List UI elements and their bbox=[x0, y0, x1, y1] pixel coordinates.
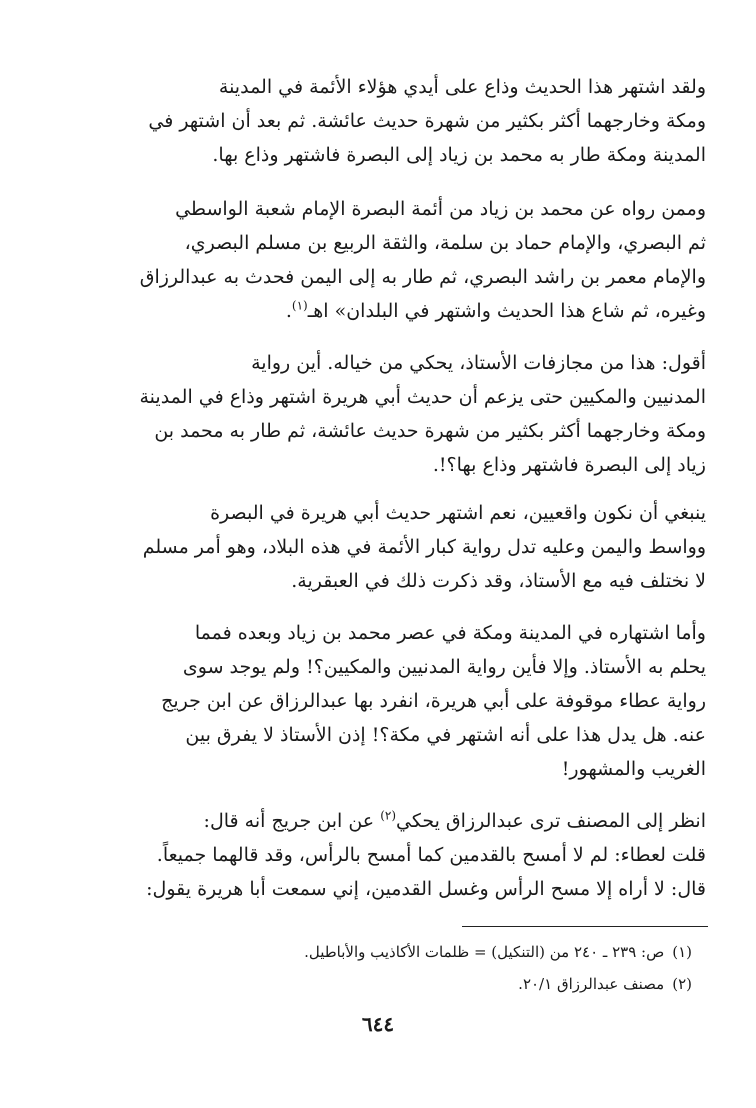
text-line: والإمام معمر بن راشد البصري، ثم طار به إلى اليمن فحدث به عبدالرزاق bbox=[139, 266, 706, 288]
paragraph-3 bbox=[82, 346, 706, 482]
text-line: ومكة وخارجهما أكثر بكثير من شهرة حديث عائشة. ثم بعد أن اشتهر في bbox=[148, 110, 706, 132]
footnote-text: ص: ٢٣٩ ـ ٢٤٠ من (التنكيل) = ظلمات الأكاذيب والأباطيل. bbox=[304, 943, 665, 961]
text-line: قلت لعطاء: لم لا أمسح بالقدمين كما أمسح بالرأس، وقد قالهما جميعاً. bbox=[156, 844, 706, 866]
footnote-separator bbox=[462, 926, 708, 927]
text-line: وممن رواه عن محمد بن زياد من أئمة البصرة الإمام شعبة الواسطي bbox=[175, 198, 706, 220]
text-line: ولقد اشتهر هذا الحديث وذاع على أيدي هؤلاء الأئمة في المدينة bbox=[218, 76, 706, 98]
footnote bbox=[82, 936, 692, 968]
text-line: الغريب والمشهور! bbox=[561, 758, 706, 780]
paragraph-4 bbox=[82, 496, 706, 598]
footnote-number: (١) bbox=[672, 943, 692, 961]
text-line: أقول: هذا من مجازفات الأستاذ، يحكي من خياله. أين رواية bbox=[251, 352, 706, 374]
footnote-text: مصنف عبدالرزاق ٢٠/١. bbox=[518, 975, 665, 993]
text-line: ثم البصري، والإمام حماد بن سلمة، والثقة الربيع بن مسلم البصري، bbox=[184, 232, 706, 254]
text-line: رواية عطاء موقوفة على أبي هريرة، انفرد بها عبدالرزاق عن ابن جريج bbox=[161, 690, 706, 712]
paragraph-1 bbox=[82, 70, 706, 172]
text-line: لا نختلف فيه مع الأستاذ، وقد ذكرت ذلك في العبقرية. bbox=[291, 570, 706, 592]
text-line: ومكة وخارجهما أكثر بكثير من شهرة حديث عائشة، ثم طار به محمد بن bbox=[154, 420, 706, 442]
footnote-number: (٢) bbox=[672, 975, 692, 993]
text-line: عن ابن جريج أنه قال: bbox=[203, 810, 381, 832]
text-line: وواسط واليمن وعليه تدل رواية كبار الأئمة في هذه البلاد، وهو أمر مسلم bbox=[142, 536, 706, 558]
page-number: ٦٤٤ bbox=[361, 1012, 395, 1036]
text-line: المدنيين والمكيين حتى يزعم أن حديث أبي هريرة اشتهر وذاع في المدينة bbox=[139, 386, 706, 408]
text-line: زياد إلى البصرة فاشتهر وذاع بها؟!. bbox=[432, 454, 706, 476]
text-line: انظر إلى المصنف ترى عبدالرزاق يحكي bbox=[396, 810, 706, 832]
text-line: وغيره، ثم شاع هذا الحديث واشتهر في البلدان» اهـ bbox=[307, 300, 706, 322]
footnote bbox=[82, 968, 692, 1000]
text-line: قال: لا أراه إلا مسح الرأس وغسل القدمين، إني سمعت أبا هريرة يقول: bbox=[146, 878, 706, 900]
text-tail: . bbox=[285, 300, 292, 322]
footnote-marker: (١) bbox=[291, 298, 308, 313]
text-line: عنه. هل يدل هذا على أنه اشتهر في مكة؟! إذن الأستاذ لا يفرق بين bbox=[185, 724, 706, 746]
text-line: وأما اشتهاره في المدينة ومكة في عصر محمد بن زياد وبعده فمما bbox=[194, 622, 706, 644]
footnote-marker: (٢) bbox=[380, 808, 397, 823]
text-line: يحلم به الأستاذ. وإلا فأين رواية المدنيين والمكيين؟! ولم يوجد سوى bbox=[182, 656, 706, 678]
paragraph-2 bbox=[82, 192, 706, 328]
text-line: المدينة ومكة طار به محمد بن زياد إلى البصرة فاشتهر وذاع بها. bbox=[212, 144, 706, 166]
footnotes bbox=[82, 936, 692, 1000]
paragraph-5 bbox=[82, 616, 706, 786]
paragraph-6 bbox=[82, 804, 706, 906]
text-line: ينبغي أن نكون واقعيين، نعم اشتهر حديث أبي هريرة في البصرة bbox=[210, 502, 706, 524]
